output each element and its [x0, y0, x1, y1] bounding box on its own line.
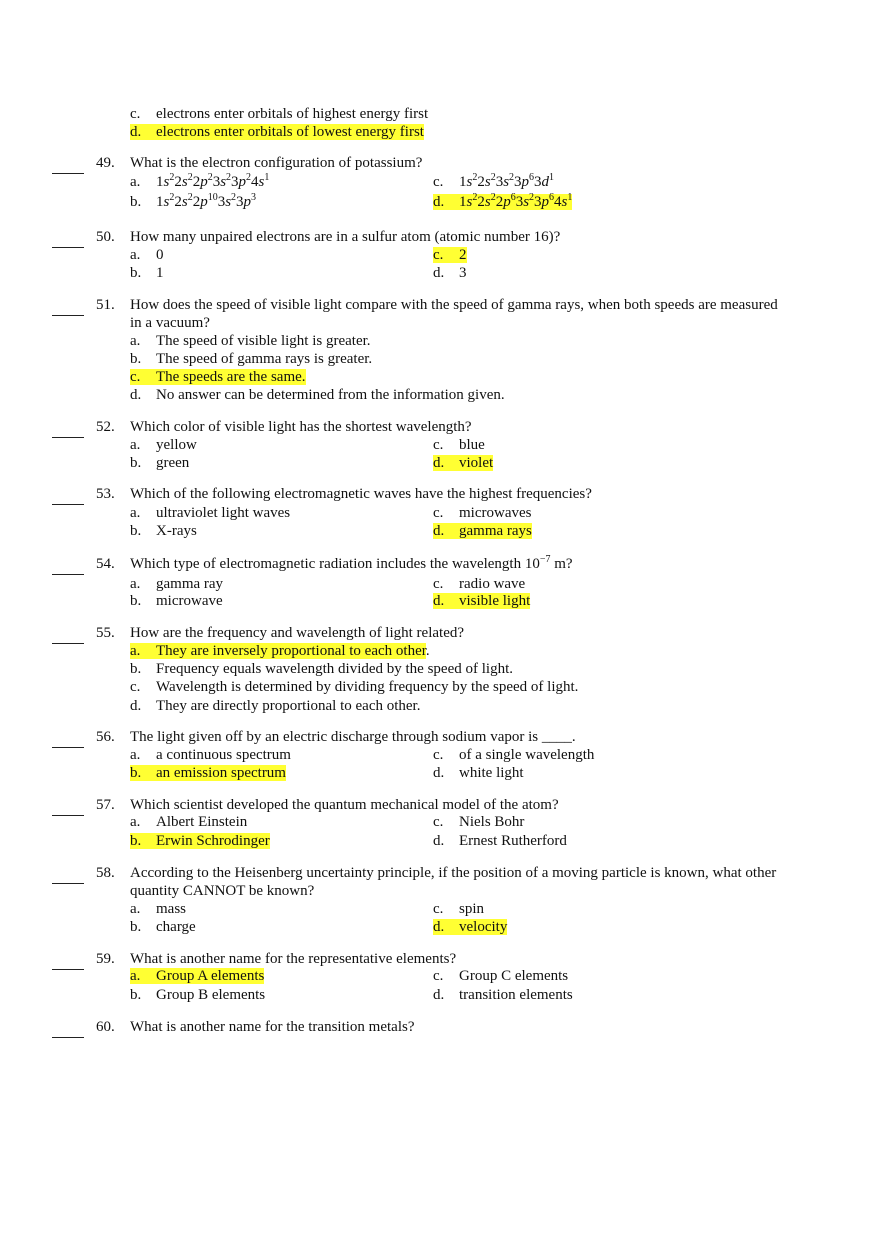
q59-option-a: a. Group A elements — [130, 968, 265, 984]
question-stem: Which scientist developed the quantum mechanical model of the atom? — [130, 797, 559, 813]
question-stem: According to the Heisenberg uncertainty principle, if the position of a moving particle is known, what other — [130, 865, 777, 881]
q52-option-d: d. violet — [433, 455, 494, 471]
q55-option-b: b. Frequency equals wavelength divided by the speed of light. — [130, 661, 513, 677]
answer-blank-60[interactable] — [52, 1024, 84, 1038]
q51-option-a: a. The speed of visible light is greater. — [130, 333, 371, 349]
question-stem: What is the electron configuration of potassium? — [130, 155, 423, 171]
question-stem: What is another name for the representative elements? — [130, 951, 457, 967]
q53-option-a: a. ultraviolet light waves — [130, 505, 291, 521]
question-number: 55. — [96, 625, 115, 641]
q50-option-a: a. 0 — [130, 247, 164, 263]
q55-option-d: d. They are directly proportional to each other. — [130, 698, 421, 714]
q59-option-d: d. transition elements — [433, 987, 573, 1003]
q51-option-b: b. The speed of gamma rays is greater. — [130, 351, 373, 367]
q57-option-a: a. Albert Einstein — [130, 814, 248, 830]
question-stem: Which color of visible light has the shortest wavelength? — [130, 419, 472, 435]
q57-option-c: c. Niels Bohr — [433, 814, 525, 830]
question-number: 50. — [96, 229, 115, 245]
question-number: 58. — [96, 865, 115, 881]
q48-option-c: c. electrons enter orbitals of highest energy first — [130, 106, 429, 122]
q54-option-a: a. gamma ray — [130, 576, 224, 592]
answer-blank-55[interactable] — [52, 630, 84, 644]
q58-option-c: c. spin — [433, 901, 485, 917]
q54-option-d: d. visible light — [433, 593, 531, 609]
answer-blank-59[interactable] — [52, 956, 84, 970]
answer-blank-51[interactable] — [52, 302, 84, 316]
q50-option-b: b. 1 — [130, 265, 164, 281]
answer-blank-49[interactable] — [52, 160, 84, 174]
q55-option-a: a. They are inversely proportional to each other. — [130, 643, 430, 659]
q53-option-d: d. gamma rays — [433, 523, 532, 539]
question-number: 49. — [96, 155, 115, 171]
answer-blank-58[interactable] — [52, 870, 84, 884]
question-stem: Which of the following electromagnetic waves have the highest frequencies? — [130, 486, 592, 502]
q53-option-c: c. microwaves — [433, 505, 532, 521]
q49-option-c: c. $1s^22s^23s^23p^63d^1$ — [433, 172, 555, 190]
q51-option-c: c. The speeds are the same. — [130, 369, 306, 385]
question-number: 60. — [96, 1019, 115, 1035]
q49-option-a: a. $1s^22s^22p^23s^23p^24s^1$ — [130, 172, 270, 190]
q58-option-a: a. mass — [130, 901, 186, 917]
q56-option-c: c. of a single wavelength — [433, 747, 595, 763]
q51-option-d: d. No answer can be determined from the information given. — [130, 387, 505, 403]
question-number: 59. — [96, 951, 115, 967]
q56-option-a: a. a continuous spectrum — [130, 747, 291, 763]
q54-option-c: c. radio wave — [433, 576, 526, 592]
question-number: 53. — [96, 486, 115, 502]
question-stem-continued: in a vacuum? — [130, 315, 210, 331]
question-stem-continued: quantity CANNOT be known? — [130, 883, 315, 899]
question-stem: The light given off by an electric discharge through sodium vapor is ____. — [130, 729, 576, 745]
q57-option-b: b. Erwin Schrodinger — [130, 833, 270, 849]
answer-blank-57[interactable] — [52, 802, 84, 816]
question-stem: How many unpaired electrons are in a sulfur atom (atomic number 16)? — [130, 229, 561, 245]
q56-option-d: d. white light — [433, 765, 524, 781]
question-number: 51. — [96, 297, 115, 313]
q59-option-c: c. Group C elements — [433, 968, 569, 984]
question-number: 52. — [96, 419, 115, 435]
answer-blank-50[interactable] — [52, 234, 84, 248]
q52-option-b: b. green — [130, 455, 190, 471]
q49-option-d: d. $1s^22s^22p^63s^23p^64s^1$ — [433, 192, 573, 210]
q52-option-a: a. yellow — [130, 437, 197, 453]
question-number: 57. — [96, 797, 115, 813]
q57-option-d: d. Ernest Rutherford — [433, 833, 567, 849]
q50-option-c: c. 2 — [433, 247, 467, 263]
q55-option-c: c. Wavelength is determined by dividing frequency by the speed of light. — [130, 679, 579, 695]
answer-blank-56[interactable] — [52, 734, 84, 748]
question-number: 56. — [96, 729, 115, 745]
q58-option-b: b. charge — [130, 919, 196, 935]
question-stem: How does the speed of visible light compare with the speed of gamma rays, when both speeds are measured — [130, 297, 778, 313]
question-stem: Which type of electromagnetic radiation includes the wavelength $10^{-7}$ m? — [130, 554, 573, 572]
question-stem: What is another name for the transition metals? — [130, 1019, 415, 1035]
q48-option-d: d. electrons enter orbitals of lowest energy first — [130, 124, 424, 140]
q54-option-b: b. microwave — [130, 593, 223, 609]
answer-blank-54[interactable] — [52, 561, 84, 575]
q59-option-b: b. Group B elements — [130, 987, 266, 1003]
q49-option-b: b. $1s^22s^22p^{10}3s^23p^3$ — [130, 192, 257, 210]
answer-blank-52[interactable] — [52, 424, 84, 438]
q50-option-d: d. 3 — [433, 265, 467, 281]
question-stem: How are the frequency and wavelength of light related? — [130, 625, 465, 641]
q58-option-d: d. velocity — [433, 919, 508, 935]
answer-blank-53[interactable] — [52, 491, 84, 505]
q53-option-b: b. X-rays — [130, 523, 197, 539]
q56-option-b: b. an emission spectrum — [130, 765, 286, 781]
question-number: 54. — [96, 556, 115, 572]
q52-option-c: c. blue — [433, 437, 485, 453]
